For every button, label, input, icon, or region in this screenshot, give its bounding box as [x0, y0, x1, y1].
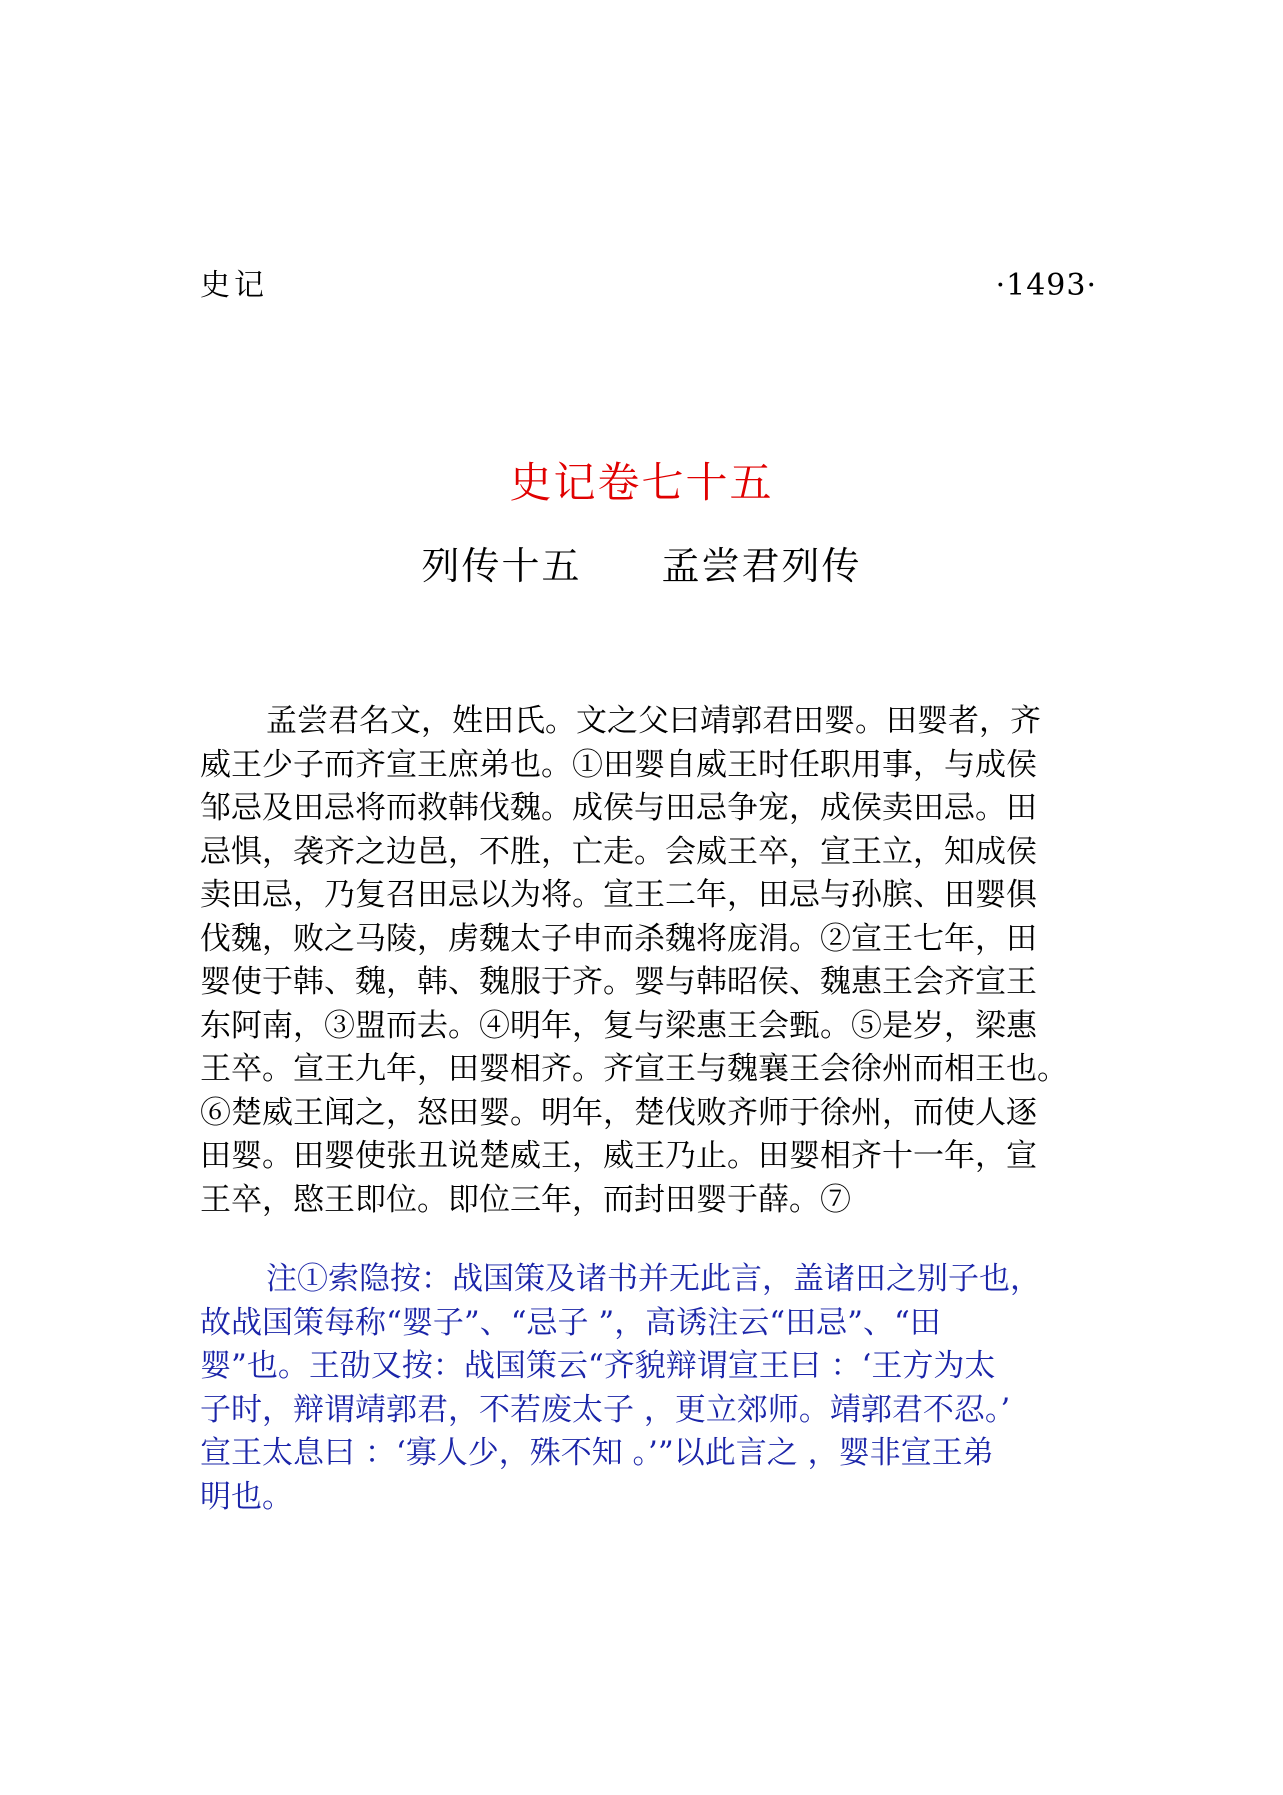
note-line: 注①索隐按：战国策及诸书并无此言，盖诸田之别子也， [266, 1261, 1041, 1297]
annotation-note [200, 1258, 1100, 1519]
chapter-name: 孟尝君列传 [661, 544, 862, 588]
page-number: ·1493· [995, 268, 1097, 303]
main-text-line: 王卒。宣王九年，田婴相齐。齐宣王与魏襄王会徐州而相王也。 [200, 1051, 1068, 1087]
note-line: 宣王太息曰 ：‘寡人少，殊不知 。’”以此言之 ，婴非宣王弟 [200, 1435, 994, 1471]
main-text-line: 伐魏，败之马陵，虏魏太子申而杀魏将庞涓。②宣王七年，田 [200, 920, 1037, 957]
volume-title: 史记卷七十五 [509, 458, 774, 507]
main-text [200, 700, 1100, 1222]
note-line: 明也。 [200, 1478, 293, 1515]
note-line: 子时，辩谓靖郭君，不若废太子 ，更立郊师。靖郭君不忍。’ [200, 1391, 1011, 1428]
main-text-line: 卖田忌，乃复召田忌以为将。宣王二年，田忌与孙膑、田婴俱 [200, 877, 1037, 913]
main-text-line: ⑥楚威王闻之，怒田婴。明年，楚伐败齐师于徐州，而使人逐 [200, 1094, 1037, 1131]
running-head-book-title: 史记 [200, 268, 268, 303]
main-text-line: 东阿南，③盟而去。④明年，复与梁惠王会甄。⑤是岁，梁惠 [200, 1007, 1037, 1044]
main-text-line: 王卒，愍王即位。即位三年，而封田婴于薛。⑦ [200, 1181, 851, 1218]
main-text-line: 孟尝君名文，姓田氏。文之父曰靖郭君田婴。田婴者，齐 [266, 703, 1041, 739]
main-text-line: 忌惧，袭齐之边邑，不胜，亡走。会威王卒，宣王立，知成侯 [200, 833, 1037, 870]
main-text-line: 邹忌及田忌将而救韩伐魏。成侯与田忌争宠，成侯卖田忌。田 [200, 790, 1037, 826]
chapter-title [0, 540, 1283, 592]
note-line: 婴”也。王劭又按：战国策云“齐貌辩谓宣王曰 ：‘王方为太 [200, 1348, 996, 1384]
main-text-line: 威王少子而齐宣王庶弟也。①田婴自威王时任职用事，与成侯 [200, 746, 1037, 783]
chapter-series-label: 列传十五 [421, 544, 582, 588]
main-text-line: 婴使于韩、魏，韩、魏服于齐。婴与韩昭侯、魏惠王会齐宣王 [200, 964, 1037, 1000]
note-line: 故战国策每称“婴子”、“忌子 ”，高诱注云“田忌”、“田 [200, 1304, 941, 1341]
main-text-line: 田婴。田婴使张丑说楚威王，威王乃止。田婴相齐十一年，宣 [200, 1138, 1037, 1174]
